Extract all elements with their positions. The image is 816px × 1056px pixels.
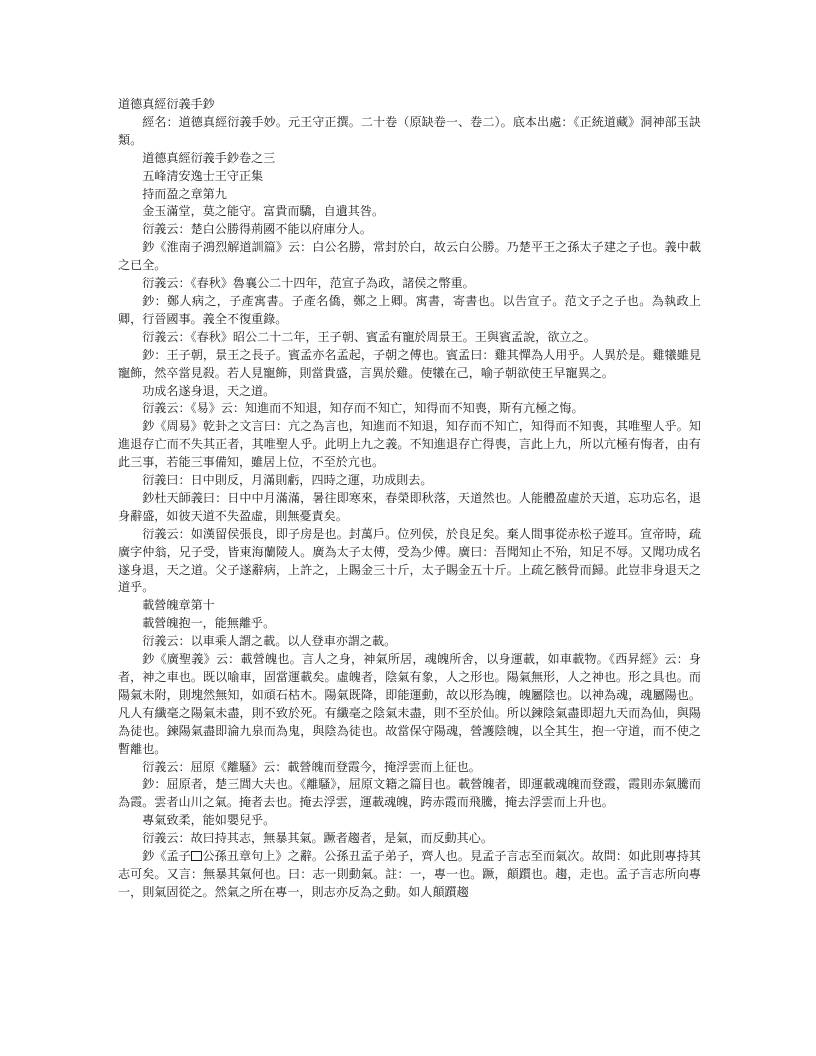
chao-annotation: 鈔：鄭人病之，子產寓書。子產名僑，鄭之上卿。寓書，寄書也。以告宣子。范文子之子也。為執政上卿，行晉國事。義全不復重錄。	[118, 293, 701, 326]
scripture-passage: 載營魄抱一，能無離乎。	[142, 616, 276, 631]
chao-text-before-missing-glyph: 鈔《孟子	[142, 849, 191, 864]
scripture-metadata: 經名：道德真經衍義手妙。元王守正撰。二十卷（原缺卷一、卷二）。底本出處：《正統道藏》洞神部玉訣類。	[118, 114, 701, 147]
document-text-body	[118, 96, 701, 902]
scripture-passage: 金玉滿堂，莫之能守。富貴而驕，自遺其咎。	[142, 204, 385, 219]
yanyi-commentary: 衍義云：《春秋》魯襄公二十四年，范宣子為政，諸侯之幣重。	[142, 276, 475, 291]
document-title: 道德真經衍義手鈔	[118, 97, 215, 111]
chao-text-after-missing-glyph: 公孫丑章句上》之辭。公孫丑孟子弟子，齊人也。見孟子言志至而氣次。故問：如此則專持其志可矣。又言：無暴其氣何也。曰：志一則動氣。註：一，專一也。蹶，顛躓也。趨，走也。孟子言志所向專一，則氣固從之。然氣之所在專一，則志亦反為之動。如人顛躓趨	[118, 849, 701, 899]
yanyi-commentary: 衍義云：《易》云：知進而不知退，知存而不知亡，知得而不知喪，斯有亢極之悔。	[142, 401, 584, 416]
chao-annotation-final	[118, 848, 701, 902]
chao-annotation: 鈔：屈原者，楚三閭大夫也。《離騷》，屈原文籍之篇目也。載營魄者，即運載魂魄而登霞，霞則赤氣騰而為霞。雲者山川之氣。掩者去也。掩去浮雲，運載魂魄，跨赤霞而飛騰，掩去浮雲而上升也。	[118, 777, 701, 810]
volume-heading: 道德真經衍義手鈔卷之三	[142, 150, 276, 165]
scripture-passage: 功成名遂身退，天之道。	[142, 383, 276, 398]
chapter-ten-heading: 載營魄章第十	[142, 598, 215, 613]
yanyi-commentary: 衍義云：故曰持其志，無暴其氣。蹶者趨者，是氣，而反動其心。	[142, 831, 493, 846]
yanyi-commentary: 衍義云：楚白公勝得荊國不能以府庫分人。	[142, 222, 372, 237]
chao-annotation: 鈔《淮南子鴻烈解道訓篇》云：白公名勝，常封於白，故云白公勝。乃楚平王之孫太子建之子也。義中載之已全。	[118, 240, 701, 273]
yanyi-commentary: 衍義云：《春秋》昭公二十二年，王子朝、賓孟有寵於周景王。王與賓孟說，欲立之。	[142, 329, 596, 344]
chao-annotation: 鈔：王子朝，景王之長子。賓孟亦名孟起，子朝之傅也。賓孟曰：雞其憚為人用乎。人異於是。雞犧雖見寵飾，然卒當見殺。若人見寵飾，則當貴盛，言異於雞。使犧在己，喻子朝欲使王早寵異之。	[118, 347, 701, 380]
yanyi-commentary: 衍義云：以車乘人謂之載。以人登車亦謂之載。	[142, 634, 397, 649]
yanyi-commentary: 衍義曰：日中則反，月滿則虧，四時之運，功成則去。	[142, 473, 433, 488]
compiler-attribution: 五峰清安逸士王守正集	[142, 168, 264, 183]
missing-glyph-box-icon	[191, 851, 202, 861]
yanyi-commentary: 衍義云：如漢留侯張良，即子房是也。封萬戶。位列侯，於良足矣。棄人間事從赤松子遊耳。宣帝時，疏廣字仲翁，兄子受，皆東海蘭陵人。廣為太子太傅，受為少傅。廣曰：吾聞知止不殆，知足不辱。又聞功成名遂身退，天之道。父子遂辭病，上許之，上賜金三十斤，太子賜金五十斤。上疏乞骸骨而歸。此豈非身退天之道乎。	[118, 526, 701, 595]
scripture-passage: 專氣致柔，能如嬰兒乎。	[142, 813, 276, 828]
chao-annotation: 鈔杜天師義曰：日中中月滿滿，暑往即寒來，春榮即秋落，天道然也。人能體盈虛於天道，忘功忘名，退身辭盛，如彼天道不失盈虛，則無憂責矣。	[118, 490, 701, 523]
chapter-nine-heading: 持而盈之章第九	[142, 186, 227, 201]
chao-annotation: 鈔《周易》乾卦之文言曰：亢之為言也，知進而不知退，知存而不知亡，知得而不知喪，其唯聖人乎。知進退存亡而不失其正者，其唯聖人乎。此明上九之義。不知進退存亡得喪，言此上九，所以亢極有悔者，由有此三事，若能三事備知，雖居上位，不至於亢也。	[118, 419, 701, 470]
chao-annotation: 鈔《廣聖義》云：載營魄也。言人之身，神氣所居，魂魄所舍，以身運載，如車載物。《西昇經》云：身者，神之車也。既以喻車，固當運載矣。虛魄者，陰氣有象，人之形也。陽氣無形，人之神也。形之具也。而陽氣未附，則塊然無知，如頑石枯木。陽氣既降，即能運動，故以形為魄，魄屬陰也。以神為魂，魂屬陽也。凡人有纖毫之陽氣未盡，則不致於死。有纖毫之陰氣未盡，則不至於仙。所以鍊陰氣盡即超九天而為仙，與陽為徒也。鍊陽氣盡即淪九泉而為鬼，與陰為徒也。故當保守陽魂，營護陰魄，以全其生，抱一守道，而不使之暫離也。	[118, 652, 701, 756]
yanyi-commentary: 衍義云：屈原《離騷》云：載營魄而登霞今，掩浮雲而上征也。	[142, 759, 481, 774]
